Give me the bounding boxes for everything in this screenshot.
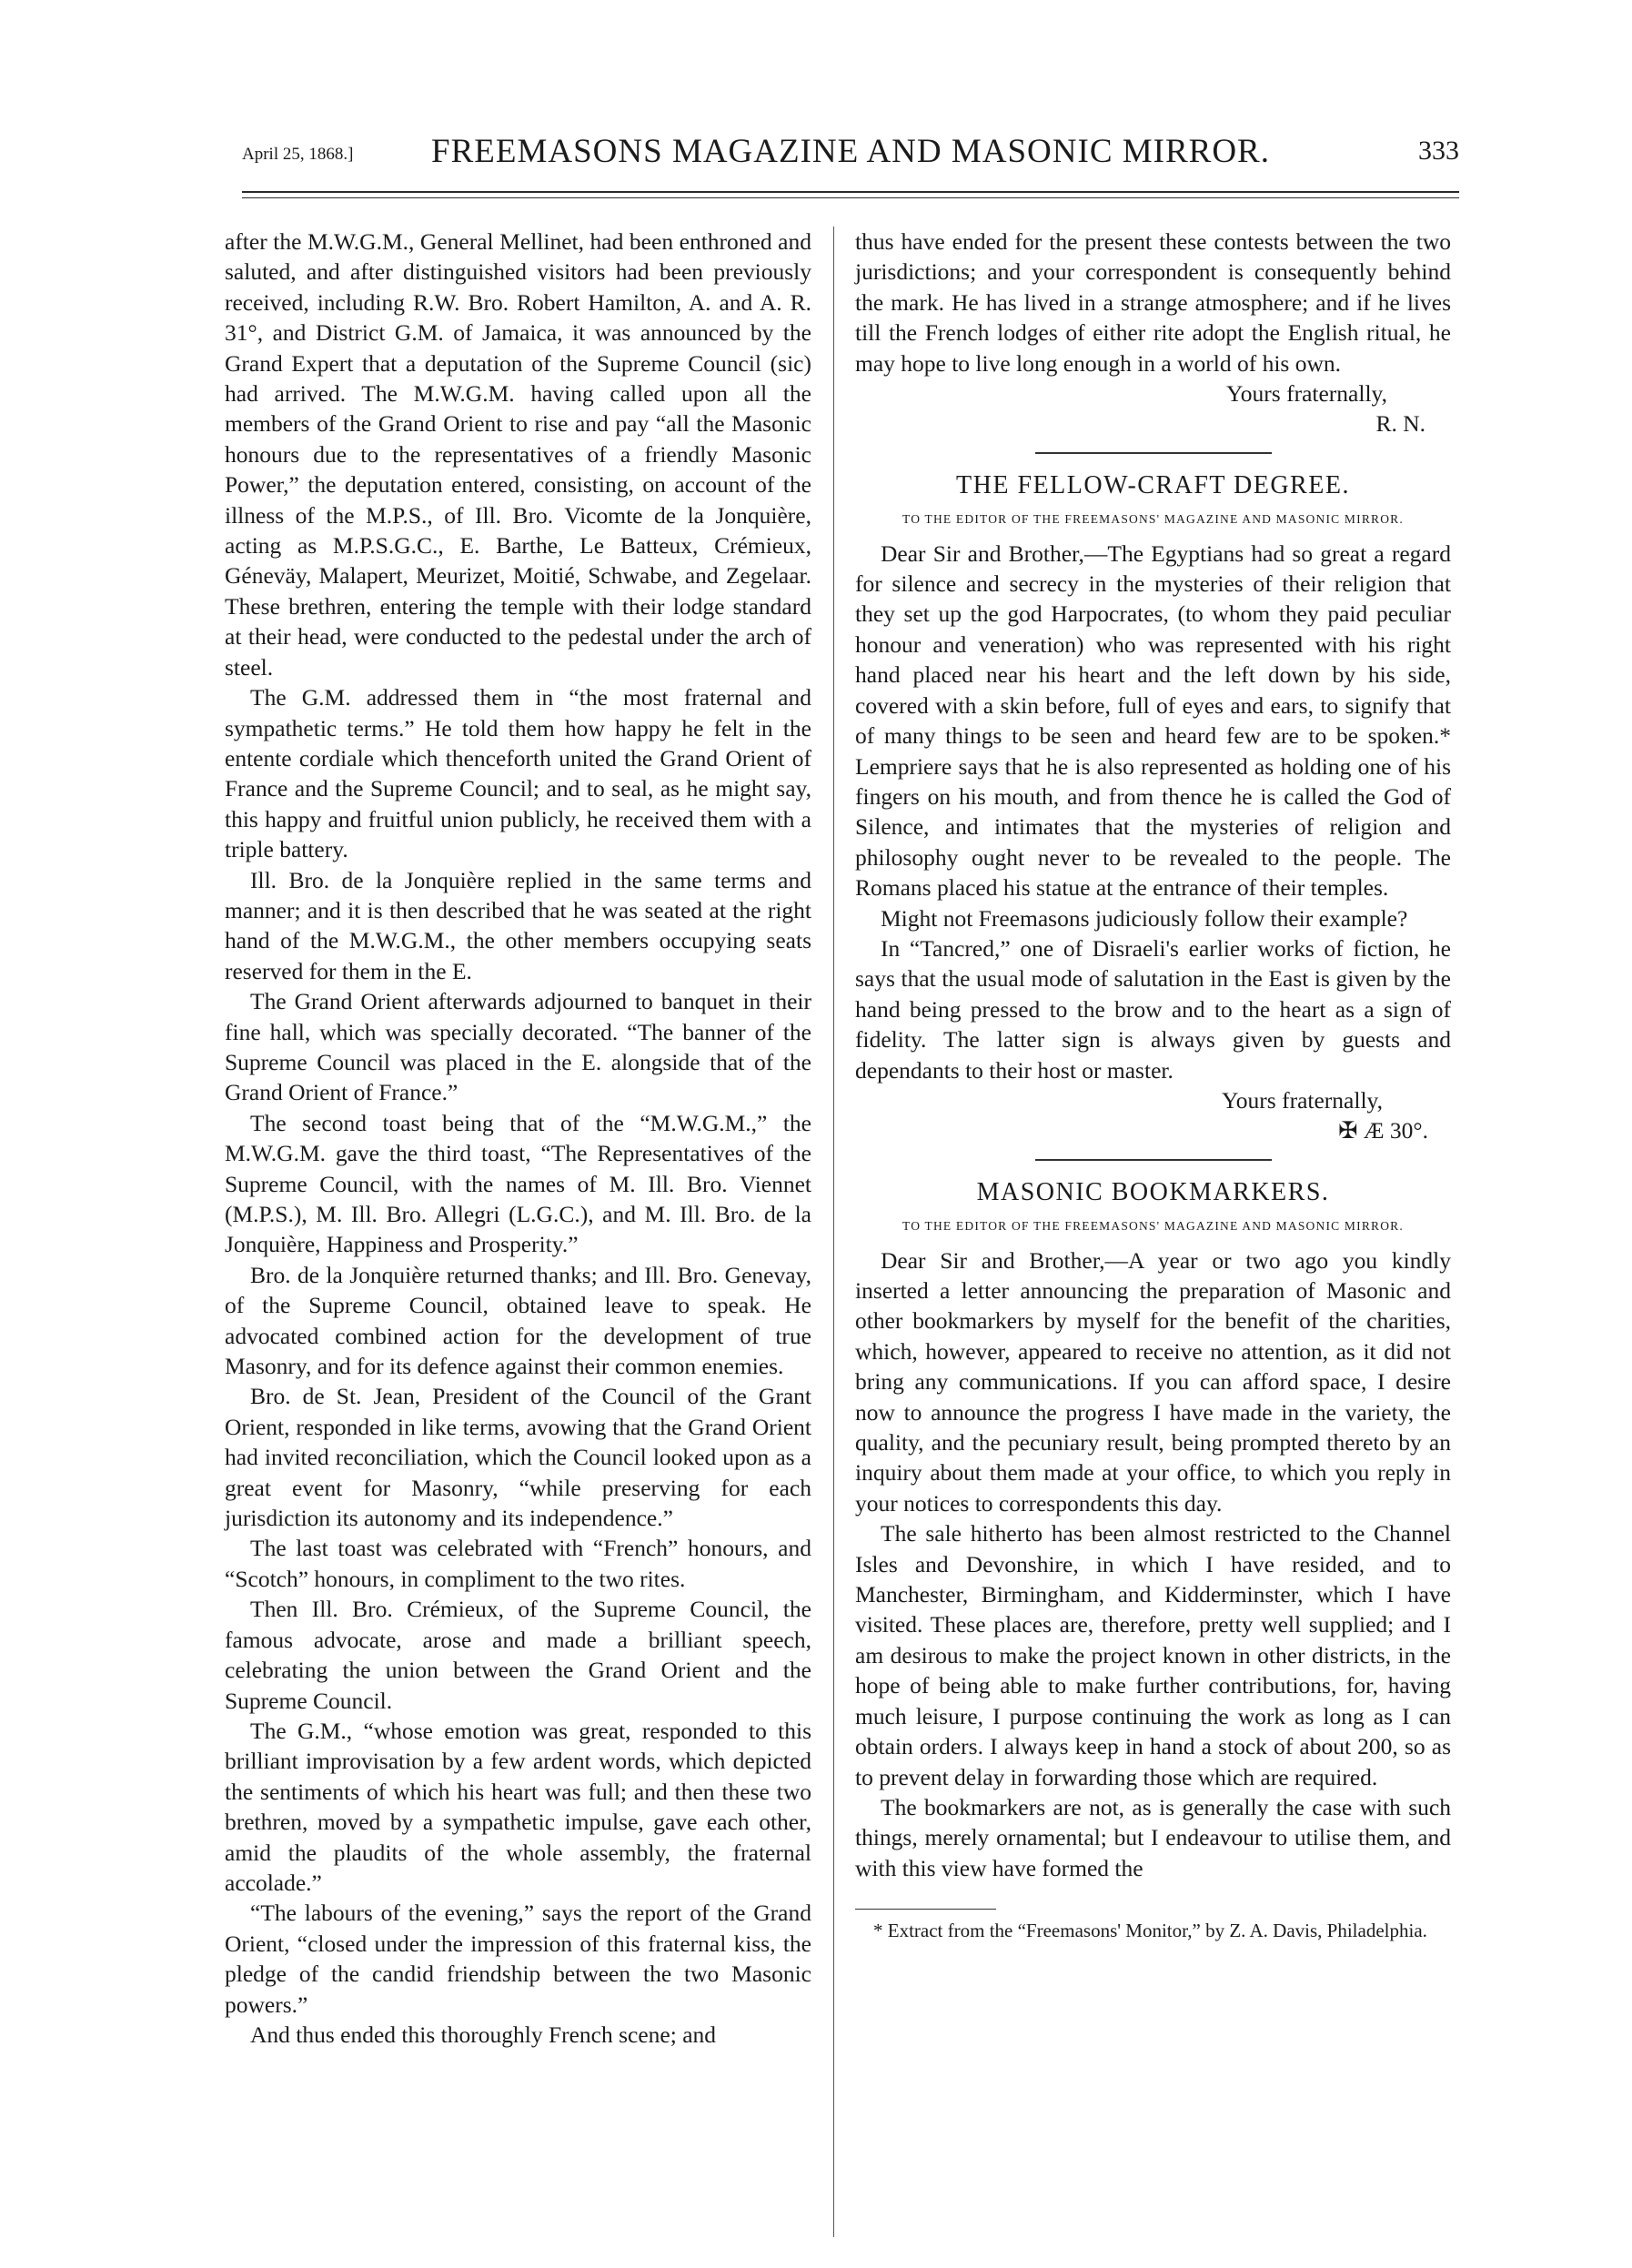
left-column — [225, 227, 811, 2050]
paragraph: Dear Sir and Brother,—A year or two ago you kindly inserted a letter announcing the preparation of Masonic and other bookmarkers by myself for the benefit of the charities, which, however, appeared to receive no attention, as it did not bring any communications. If you can afford space, I desire now to announce the progress I have made in the variety, the quality, and the pecuniary result, being prompted thereto by an inquiry about them made at your office, to which you reply in your notices to correspondents this day. — [855, 1246, 1451, 1517]
footnote: * Extract from the “Freemasons' Monitor,” by Z. A. Davis, Philadelphia. — [873, 1920, 1427, 1942]
column-divider — [833, 227, 834, 2237]
paragraph: Ill. Bro. de la Jonquière replied in the same terms and manner; and it is then described that he was seated at the right hand of the M.W.G.M., the other members occupying seats reserved for them in the E. — [225, 866, 811, 984]
paragraph: Dear Sir and Brother,—The Egyptians had so great a regard for silence and secrecy in the mysteries of their religion that they set up the god Harpocrates, (to whom they paid peculiar honour and veneration) who was represented with his right hand placed near his heart and the left down by his side, covered with a skin before, full of eyes and ears, to signify that of many things to be seen and heard few are to be spoken.* Lempriere says that he is also represented as holding one of his fingers on his mouth, and from thence he is called the God of Silence, and intimates that the mysteries of religion and philosophy ought never to be revealed to the people. The Romans placed his statue at the entrance of their temples. — [855, 539, 1451, 902]
section-divider — [1035, 452, 1272, 454]
paragraph: And thus ended this thoroughly French scene; and — [250, 2021, 717, 2048]
paragraph: The bookmarkers are not, as is generally the case with such things, merely ornamental; but I endeavour to utilise them, and with this view have formed the — [855, 1793, 1451, 1881]
paragraph: Then Ill. Bro. Crémieux, of the Supreme Council, the famous advocate, arose and made a brilliant speech, celebrating the union between the Grand Orient and the Supreme Council. — [225, 1596, 811, 1714]
paragraph: after the M.W.G.M., General Mellinet, had been enthroned and saluted, and after distinguished visitors had been previously received, including R.W. Bro. Robert Hamilton, A. and A. R. 31°, and District G.M. of Jamaica, it was announced by the Grand Expert that a deputation of the Supreme Council (sic) had arrived. The M.W.G.M. having called upon all the members of the Grand Orient to rise and pay “all the Masonic honours due to the representatives of a friendly Masonic Power,” the deputation entered, consisting, on account of the illness of the M.P.S., of Ill. Bro. Vicomte de la Jonquière, acting as M.P.S.G.C., E. Barthe, Le Batteux, Crémieux, Géneväy, Malapert, Meurizet, Moitié, Schwabe, and Zegelaar. These brethren, entering the temple with their lodge standard at their head, were conducted to the pedestal under the arch of steel. — [225, 228, 811, 680]
page-number: 333 — [1418, 136, 1459, 166]
paragraph: Bro. de St. Jean, President of the Council of the Grant Orient, responded in like terms, avowing that the Grand Orient had invited reconciliation, which the Council looked upon as a great event for Masonry, “while preserving for each jurisdiction its autonomy and its independence.” — [225, 1383, 811, 1532]
paragraph: Might not Freemasons judiciously follow their example? — [881, 904, 1408, 932]
continuation-paragraph: thus have ended for the present these contests between the two jurisdictions; and your correspondent is consequently behind the mark. He has lived in a strange atmosphere; and if he lives till the French lodges of either rite adopt the English ritual, he may hope to live long enough in a world of his own. — [855, 228, 1451, 377]
header-rule-top — [242, 191, 1459, 193]
section-divider — [1035, 1159, 1272, 1161]
closing: Yours fraternally, — [1225, 380, 1387, 408]
paragraph: The sale hitherto has been almost restricted to the Channel Isles and Devonshire, in which I have resided, and to Manchester, Birmingham, and Kidderminster, which I have visited. These places are, therefore, pretty well supplied; and I am desirous to make the project known in other districts, in the hope of being able to make further contributions, for, having much leisure, I purpose continuing the work as long as I can obtain orders. I always keep in hand a stock of about 200, so as to prevent delay in forwarding those which are required. — [855, 1520, 1451, 1790]
article-title: MASONIC BOOKMARKERS. — [976, 1177, 1330, 1206]
paragraph: The Grand Orient afterwards adjourned to banquet in their fine hall, which was specially decorated. “The banner of the Supreme Council was placed in the E. alongside that of the Grand Orient of France.” — [225, 988, 811, 1106]
issue-date: April 25, 1868.] — [242, 145, 354, 164]
paragraph: The second toast being that of the “M.W.G.M.,” the M.W.G.M. gave the third toast, “The Representatives of the Supreme Council, with the names of M. Ill. Bro. Viennet (M.P.S.), M. Ill. Bro. Allegri (L.G.C.), and M. Ill. Bro. de la Jonquière, Happiness and Prosperity.” — [225, 1109, 811, 1258]
signature: R. N. — [1375, 410, 1425, 438]
article-title: THE FELLOW-CRAFT DEGREE. — [956, 470, 1350, 499]
publication-title: FREEMASONS MAGAZINE AND MASONIC MIRROR. — [431, 133, 1270, 170]
header-rule-bottom — [242, 197, 1459, 198]
signature: ✠ Æ 30°. — [1338, 1117, 1428, 1144]
paragraph: Bro. de la Jonquière returned thanks; and Ill. Bro. Genevay, of the Supreme Council, obtained leave to speak. He advocated combined action for the development of true Masonry, and for its defence against their common enemies. — [225, 1261, 811, 1380]
closing: Yours fraternally, — [1221, 1086, 1383, 1114]
paragraph: In “Tancred,” one of Disraeli's earlier works of fiction, he says that the usual mode of salutation in the East is given by the hand being pressed to the brow and to the heart as a sign of fidelity. The latter sign is always given by guests and dependants to their host or master. — [855, 934, 1451, 1084]
paragraph: “The labours of the evening,” says the report of the Grand Orient, “closed under the impression of this fraternal kiss, the pledge of the candid friendship between the two Masonic powers.” — [225, 1900, 811, 2018]
paragraph: The last toast was celebrated with “French” honours, and “Scotch” honours, in compliment to the two rites. — [225, 1535, 811, 1592]
article-subtitle: TO THE EDITOR OF THE FREEMASONS' MAGAZINE AND MASONIC MIRROR. — [902, 1219, 1404, 1234]
footnote-rule — [855, 1909, 996, 1910]
page-header — [242, 132, 1459, 168]
paragraph: The G.M., “whose emotion was great, responded to this brilliant improvisation by a few ardent words, which depicted the sentiments of which his heart was full; and then these two brethren, moved by a sympathetic impulse, gave each other, amid the plaudits of the whole assembly, the fraternal accolade.” — [225, 1717, 811, 1896]
article-subtitle: TO THE EDITOR OF THE FREEMASONS' MAGAZINE AND MASONIC MIRROR. — [902, 512, 1404, 527]
paragraph: The G.M. addressed them in “the most fraternal and sympathetic terms.” He told them how happy he felt in the entente cordiale which thenceforth united the Grand Orient of France and the Supreme Council; and to seal, as he might say, this happy and fruitful union publicly, he received them with a triple battery. — [225, 684, 811, 863]
right-column — [855, 227, 1451, 1942]
